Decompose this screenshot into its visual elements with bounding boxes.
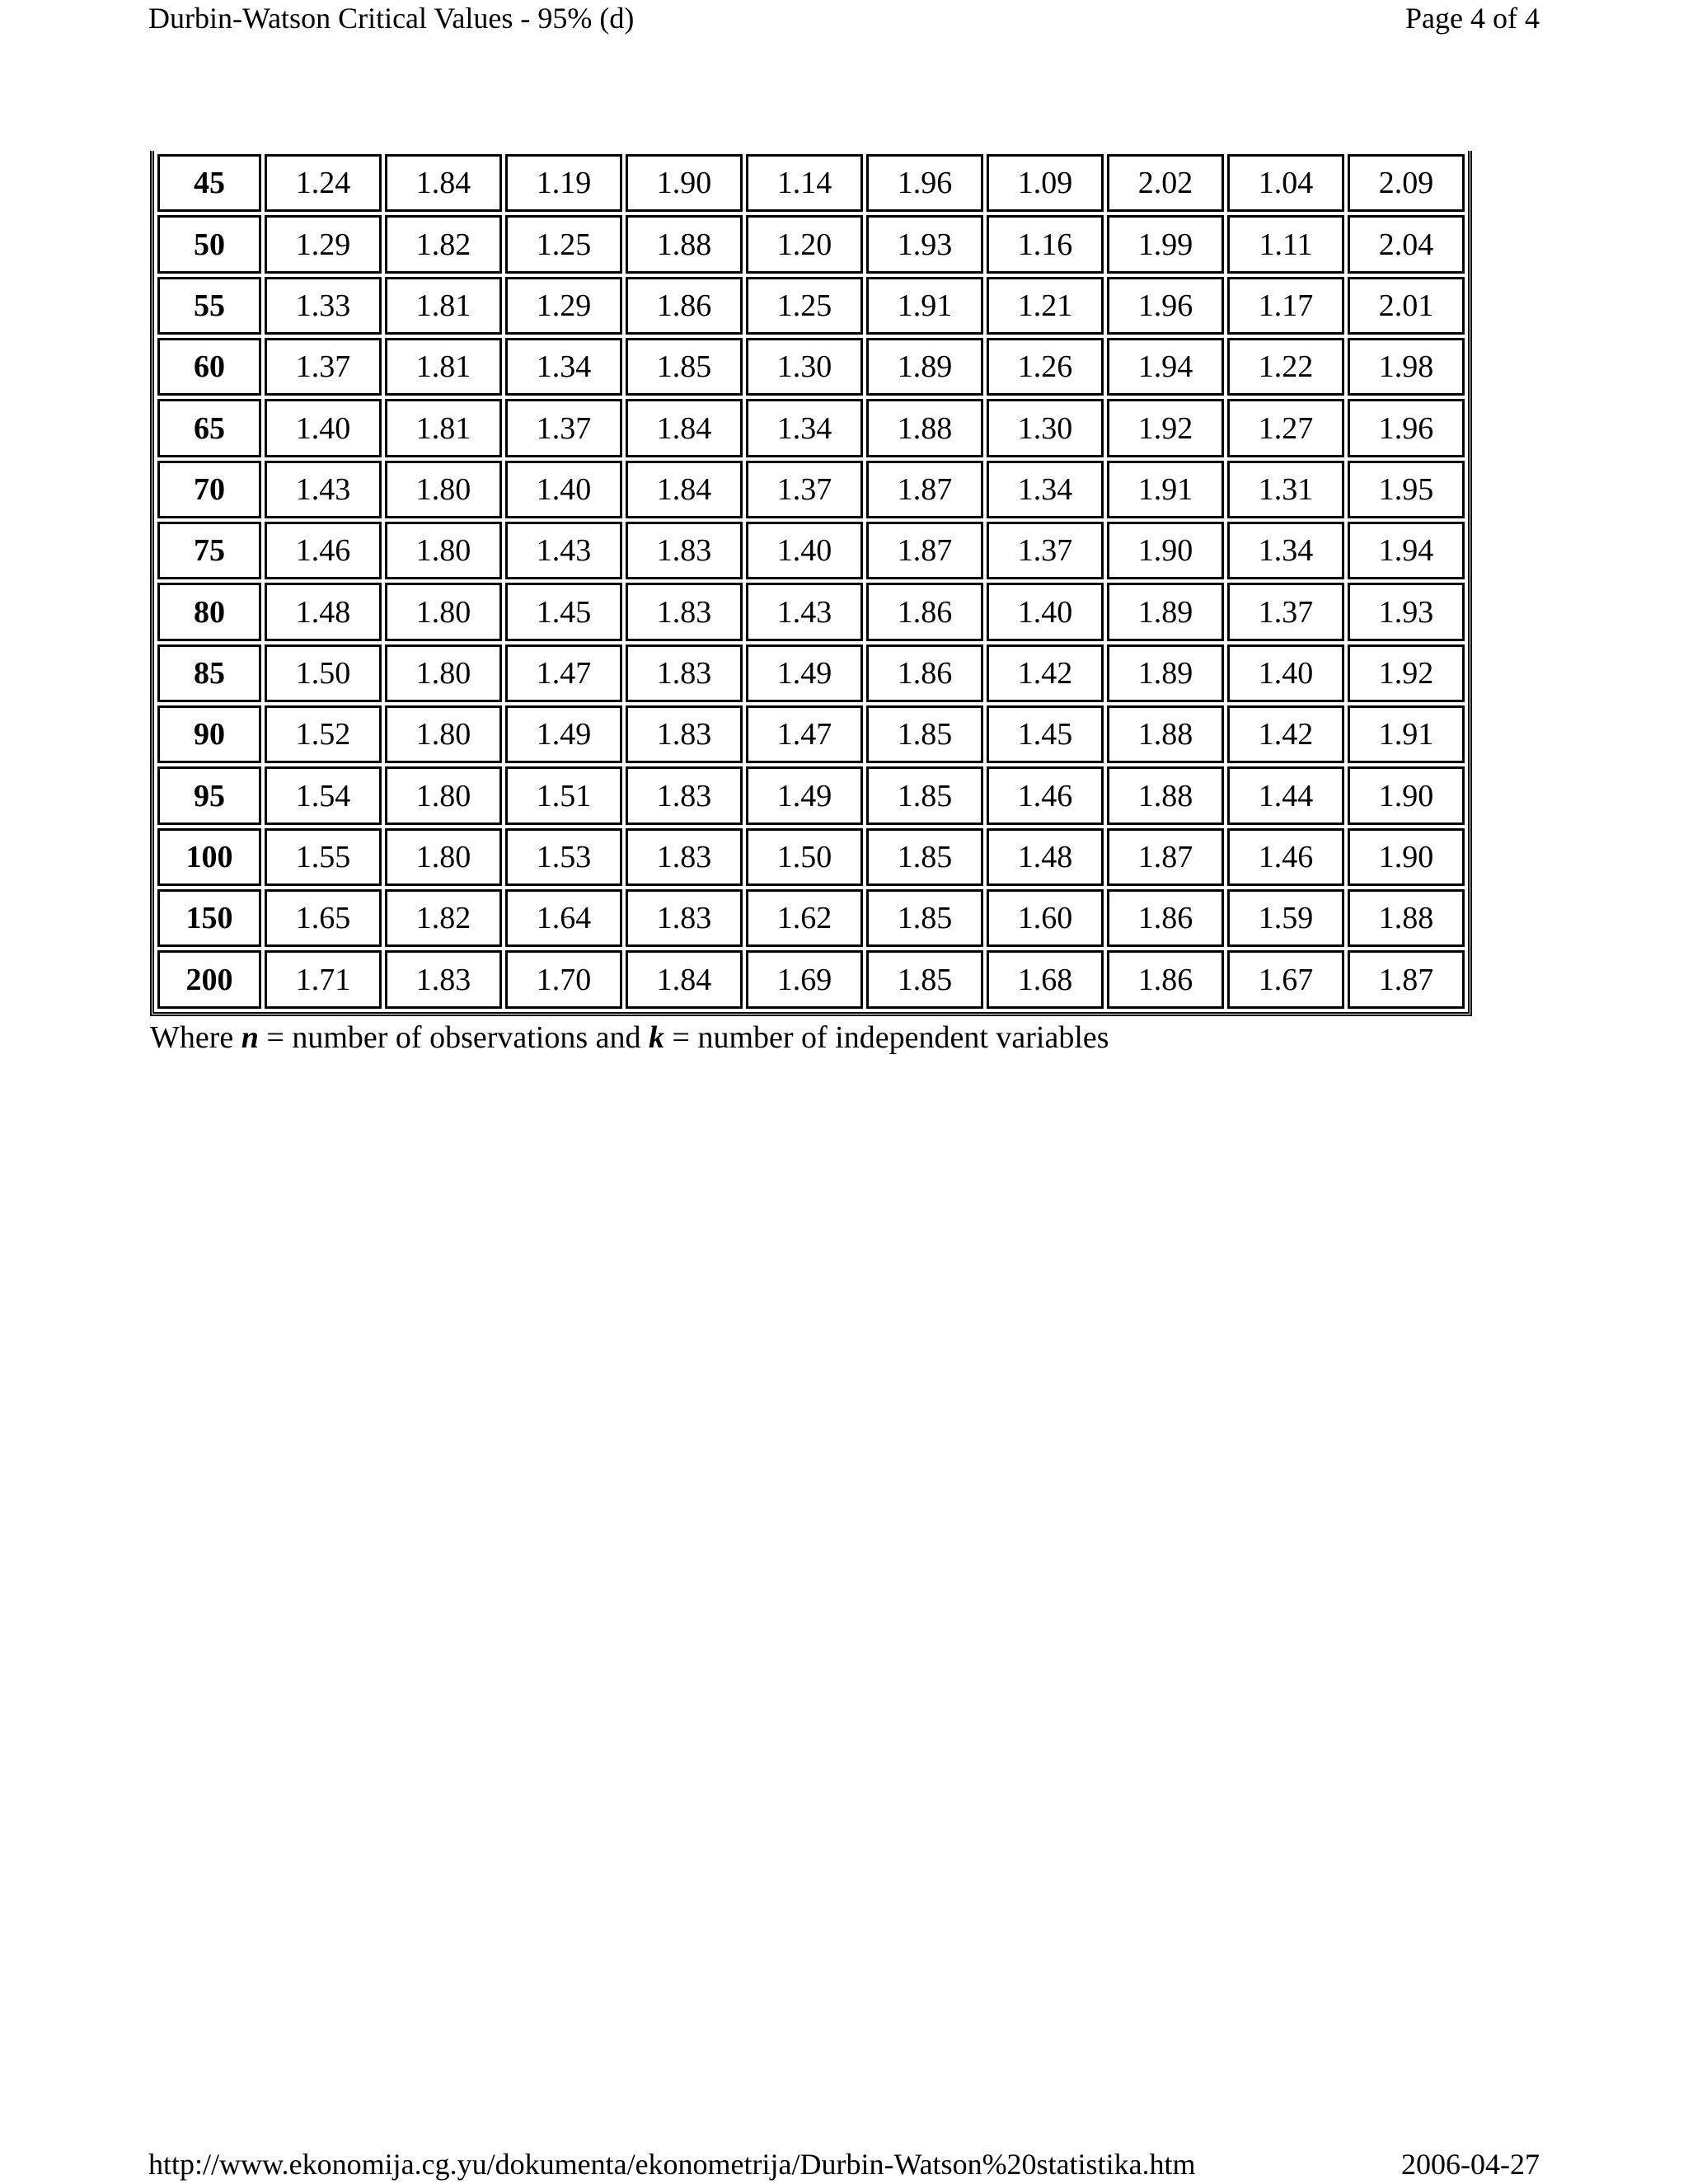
value-cell: 1.49 [746, 644, 863, 702]
value-cell: 1.64 [505, 889, 622, 947]
value-cell: 1.51 [505, 766, 622, 824]
table-row [157, 705, 1465, 763]
value-cell: 1.29 [505, 277, 622, 335]
value-cell: 1.43 [746, 583, 863, 640]
value-cell: 1.88 [1107, 705, 1224, 763]
value-cell: 1.83 [626, 522, 743, 579]
row-n-cell: 150 [157, 889, 261, 947]
table-body [157, 154, 1465, 1009]
value-cell: 1.83 [626, 828, 743, 886]
value-cell: 1.89 [866, 338, 983, 396]
value-cell: 2.02 [1107, 154, 1224, 212]
value-cell: 1.90 [1107, 522, 1224, 579]
table-row [157, 338, 1465, 396]
table-row [157, 583, 1465, 640]
value-cell: 1.83 [626, 766, 743, 824]
value-cell: 1.40 [505, 461, 622, 518]
value-cell: 1.14 [746, 154, 863, 212]
value-cell: 1.86 [866, 583, 983, 640]
value-cell: 1.84 [385, 154, 502, 212]
value-cell: 1.80 [385, 522, 502, 579]
value-cell: 1.42 [987, 644, 1104, 702]
value-cell: 1.91 [1107, 461, 1224, 518]
value-cell: 1.65 [265, 889, 382, 947]
value-cell: 1.34 [746, 399, 863, 457]
value-cell: 1.83 [626, 889, 743, 947]
value-cell: 1.50 [746, 828, 863, 886]
value-cell: 1.88 [866, 399, 983, 457]
value-cell: 1.37 [505, 399, 622, 457]
value-cell: 1.60 [987, 889, 1104, 947]
value-cell: 1.92 [1348, 644, 1465, 702]
value-cell: 1.24 [265, 154, 382, 212]
value-cell: 1.21 [987, 277, 1104, 335]
value-cell: 1.90 [1348, 828, 1465, 886]
value-cell: 1.88 [626, 215, 743, 273]
row-n-cell: 45 [157, 154, 261, 212]
value-cell: 1.30 [746, 338, 863, 396]
value-cell: 1.45 [987, 705, 1104, 763]
critical-values-table [150, 151, 1472, 1016]
value-cell: 1.88 [1348, 889, 1465, 947]
value-cell: 1.87 [1348, 950, 1465, 1009]
value-cell: 1.80 [385, 644, 502, 702]
row-n-cell: 200 [157, 950, 261, 1009]
value-cell: 1.90 [626, 154, 743, 212]
value-cell: 1.90 [1348, 766, 1465, 824]
value-cell: 1.85 [866, 889, 983, 947]
footnote-k-symbol: k [649, 1020, 665, 1055]
value-cell: 1.49 [505, 705, 622, 763]
value-cell: 1.40 [987, 583, 1104, 640]
value-cell: 1.34 [1227, 522, 1344, 579]
value-cell: 1.80 [385, 705, 502, 763]
footnote [150, 1019, 1109, 1057]
critical-values-grid [154, 151, 1468, 1012]
table-row [157, 154, 1465, 212]
row-n-cell: 80 [157, 583, 261, 640]
value-cell: 1.49 [746, 766, 863, 824]
footnote-prefix: Where [150, 1020, 241, 1055]
value-cell: 1.50 [265, 644, 382, 702]
value-cell: 1.83 [385, 950, 502, 1009]
table-row [157, 399, 1465, 457]
row-n-cell: 65 [157, 399, 261, 457]
value-cell: 1.29 [265, 215, 382, 273]
value-cell: 1.34 [505, 338, 622, 396]
value-cell: 1.83 [626, 644, 743, 702]
value-cell: 1.43 [505, 522, 622, 579]
value-cell: 1.53 [505, 828, 622, 886]
row-n-cell: 100 [157, 828, 261, 886]
value-cell: 1.87 [866, 522, 983, 579]
footnote-middle: = number of observations and [258, 1020, 649, 1055]
value-cell: 1.37 [1227, 583, 1344, 640]
value-cell: 1.59 [1227, 889, 1344, 947]
value-cell: 1.47 [746, 705, 863, 763]
row-n-cell: 75 [157, 522, 261, 579]
value-cell: 1.48 [987, 828, 1104, 886]
value-cell: 1.25 [505, 215, 622, 273]
value-cell: 1.46 [265, 522, 382, 579]
table-row [157, 277, 1465, 335]
value-cell: 1.40 [265, 399, 382, 457]
value-cell: 1.40 [746, 522, 863, 579]
table-row [157, 828, 1465, 886]
value-cell: 1.45 [505, 583, 622, 640]
value-cell: 1.84 [626, 950, 743, 1009]
value-cell: 1.46 [987, 766, 1104, 824]
value-cell: 1.52 [265, 705, 382, 763]
value-cell: 1.31 [1227, 461, 1344, 518]
print-date: 2006-04-27 [1401, 2148, 1540, 2181]
value-cell: 1.42 [1227, 705, 1344, 763]
table-row [157, 522, 1465, 579]
value-cell: 1.80 [385, 828, 502, 886]
row-n-cell: 90 [157, 705, 261, 763]
value-cell: 1.93 [866, 215, 983, 273]
value-cell: 1.48 [265, 583, 382, 640]
value-cell: 1.85 [866, 705, 983, 763]
value-cell: 1.40 [1227, 644, 1344, 702]
value-cell: 1.88 [1107, 766, 1224, 824]
value-cell: 1.27 [1227, 399, 1344, 457]
value-cell: 1.71 [265, 950, 382, 1009]
row-n-cell: 95 [157, 766, 261, 824]
value-cell: 1.43 [265, 461, 382, 518]
source-url: http://www.ekonomija.cg.yu/dokumenta/ekonometrija/Durbin-Watson%20statistika.htm [148, 2148, 1196, 2181]
value-cell: 1.84 [626, 461, 743, 518]
value-cell: 1.81 [385, 399, 502, 457]
value-cell: 1.70 [505, 950, 622, 1009]
value-cell: 1.22 [1227, 338, 1344, 396]
value-cell: 2.01 [1348, 277, 1465, 335]
value-cell: 1.91 [1348, 705, 1465, 763]
value-cell: 1.37 [746, 461, 863, 518]
value-cell: 1.16 [987, 215, 1104, 273]
value-cell: 1.34 [987, 461, 1104, 518]
value-cell: 1.37 [265, 338, 382, 396]
value-cell: 1.30 [987, 399, 1104, 457]
row-n-cell: 50 [157, 215, 261, 273]
value-cell: 1.89 [1107, 644, 1224, 702]
value-cell: 1.86 [626, 277, 743, 335]
value-cell: 1.81 [385, 277, 502, 335]
table-row [157, 644, 1465, 702]
value-cell: 1.44 [1227, 766, 1344, 824]
row-n-cell: 85 [157, 644, 261, 702]
value-cell: 1.93 [1348, 583, 1465, 640]
value-cell: 1.83 [626, 705, 743, 763]
value-cell: 1.84 [626, 399, 743, 457]
value-cell: 1.80 [385, 461, 502, 518]
value-cell: 1.20 [746, 215, 863, 273]
value-cell: 1.54 [265, 766, 382, 824]
table-row [157, 215, 1465, 273]
value-cell: 1.86 [1107, 950, 1224, 1009]
value-cell: 1.95 [1348, 461, 1465, 518]
value-cell: 1.91 [866, 277, 983, 335]
value-cell: 1.85 [866, 828, 983, 886]
value-cell: 1.87 [866, 461, 983, 518]
value-cell: 2.09 [1348, 154, 1465, 212]
value-cell: 1.80 [385, 766, 502, 824]
value-cell: 1.96 [866, 154, 983, 212]
value-cell: 1.86 [1107, 889, 1224, 947]
value-cell: 1.96 [1348, 399, 1465, 457]
value-cell: 1.67 [1227, 950, 1344, 1009]
value-cell: 2.04 [1348, 215, 1465, 273]
value-cell: 1.81 [385, 338, 502, 396]
value-cell: 1.94 [1107, 338, 1224, 396]
table-row [157, 461, 1465, 518]
value-cell: 1.82 [385, 889, 502, 947]
row-n-cell: 60 [157, 338, 261, 396]
value-cell: 1.19 [505, 154, 622, 212]
value-cell: 1.87 [1107, 828, 1224, 886]
value-cell: 1.68 [987, 950, 1104, 1009]
footnote-n-symbol: n [241, 1020, 259, 1055]
value-cell: 1.89 [1107, 583, 1224, 640]
value-cell: 1.62 [746, 889, 863, 947]
row-n-cell: 70 [157, 461, 261, 518]
value-cell: 1.99 [1107, 215, 1224, 273]
value-cell: 1.85 [866, 766, 983, 824]
value-cell: 1.47 [505, 644, 622, 702]
value-cell: 1.69 [746, 950, 863, 1009]
value-cell: 1.46 [1227, 828, 1344, 886]
value-cell: 1.26 [987, 338, 1104, 396]
table-row [157, 950, 1465, 1009]
value-cell: 1.82 [385, 215, 502, 273]
value-cell: 1.83 [626, 583, 743, 640]
value-cell: 1.04 [1227, 154, 1344, 212]
page-header-title: Durbin-Watson Critical Values - 95% (d) [148, 2, 635, 35]
value-cell: 1.11 [1227, 215, 1344, 273]
row-n-cell: 55 [157, 277, 261, 335]
page-number: Page 4 of 4 [1405, 2, 1540, 35]
footnote-suffix: = number of independent variables [664, 1020, 1109, 1055]
value-cell: 1.09 [987, 154, 1104, 212]
value-cell: 1.98 [1348, 338, 1465, 396]
table-row [157, 889, 1465, 947]
value-cell: 1.55 [265, 828, 382, 886]
value-cell: 1.86 [866, 644, 983, 702]
value-cell: 1.96 [1107, 277, 1224, 335]
value-cell: 1.17 [1227, 277, 1344, 335]
value-cell: 1.85 [866, 950, 983, 1009]
value-cell: 1.33 [265, 277, 382, 335]
value-cell: 1.92 [1107, 399, 1224, 457]
value-cell: 1.94 [1348, 522, 1465, 579]
table-row [157, 766, 1465, 824]
value-cell: 1.25 [746, 277, 863, 335]
value-cell: 1.85 [626, 338, 743, 396]
value-cell: 1.80 [385, 583, 502, 640]
value-cell: 1.37 [987, 522, 1104, 579]
